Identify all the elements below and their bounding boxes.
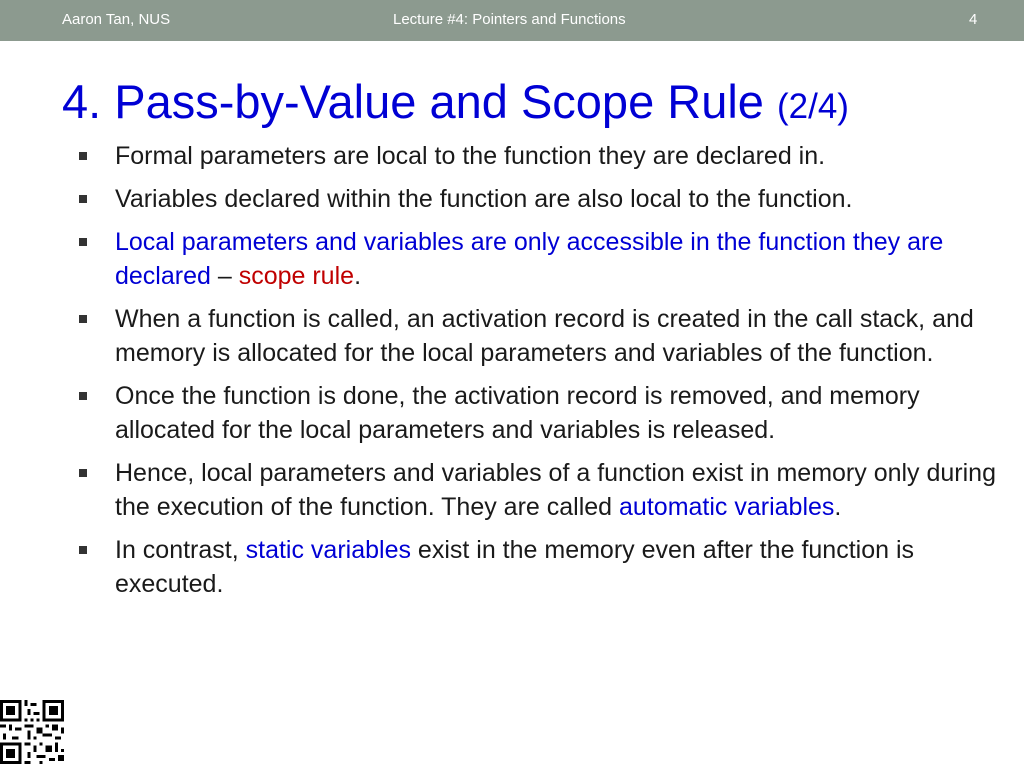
header-author: Aaron Tan, NUS [62,11,171,28]
square-bullet-icon [79,392,87,400]
term-static-variables: static variables [245,536,411,564]
bullet-item-formal-parameters [76,139,1006,173]
bullet-text: In contrast, [115,536,246,564]
bullet-text-period: . [834,493,842,521]
bullet-text: Formal parameters are local to the function they are declared in. [115,142,826,170]
square-bullet-icon [79,238,87,246]
bullet-text: exist in the memory even after the function is executed. [115,536,914,598]
slide-title-part: (2/4) [777,87,849,126]
bullet-text: When a function is called, an activation record is created in the call stack, and memory is allocated for the local parameters and variables of the function. [115,305,974,367]
bullet-text: Hence, local parameters and variables of a function exist in memory only during the execution of the function. They are called [115,459,996,521]
bullet-item-activation-record-removed [76,379,1006,447]
term-automatic-variables: automatic variables [619,493,835,521]
bullet-text: Once the function is done, the activation record is removed, and memory allocated for the local parameters and variables is released. [115,382,920,444]
square-bullet-icon [79,469,87,477]
header-page-number: 4 [969,11,978,28]
square-bullet-icon [79,195,87,203]
slide-title-main: 4. Pass-by-Value and Scope Rule [62,75,764,128]
bullet-text-dash: – [210,262,239,290]
bullet-text-period: . [354,262,362,290]
bullet-list [76,139,1006,610]
qr-code-icon[interactable] [0,700,64,764]
header-lecture-title: Lecture #4: Pointers and Functions [393,11,626,28]
term-scope-rule: scope rule [238,262,355,290]
slide-title [62,72,849,137]
bullet-text-highlight: Local parameters and variables are only accessible in the function they are declared [115,228,944,290]
bullet-item-scope-rule [76,225,1006,293]
slide-header [0,0,1024,41]
bullet-item-automatic-variables [76,456,1006,524]
bullet-item-local-variables [76,182,1006,216]
square-bullet-icon [79,546,87,554]
bullet-text: Variables declared within the function are also local to the function. [115,185,853,213]
bullet-item-static-variables [76,533,1006,601]
square-bullet-icon [79,315,87,323]
square-bullet-icon [79,152,87,160]
bullet-item-activation-record-created [76,302,1006,370]
